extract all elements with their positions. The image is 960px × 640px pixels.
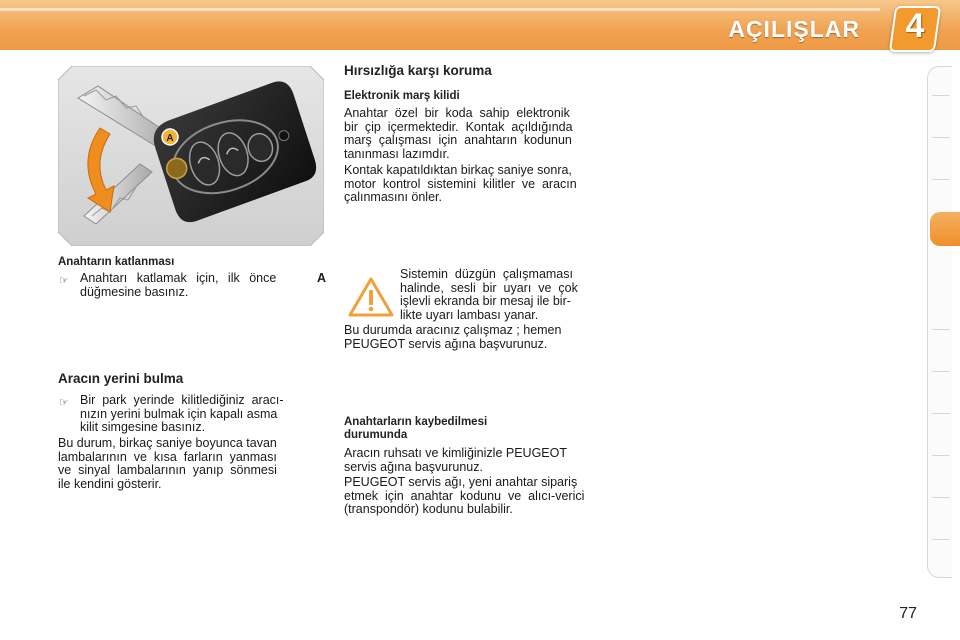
text-line: motor kontrol sistemini kilitler ve aracın — [344, 176, 577, 191]
folding-button-ref: A — [316, 271, 326, 285]
bullet-arrow-icon: ☞ — [59, 275, 69, 287]
warning-action-text — [344, 324, 616, 351]
text-line: Bu durum, birkaç saniye boyunca tavan — [58, 436, 277, 450]
text-line: (transpondör) kodunu bulabilir. — [344, 502, 513, 516]
text-line: ile kendini gösterir. — [58, 476, 162, 491]
tab-divider — [932, 413, 950, 414]
text-line: halinde, sesli bir uyarı ve çok — [400, 280, 578, 295]
folding-key-remote-icon — [58, 66, 324, 246]
text-line: marş çalışması için anahtarın kodunun — [344, 133, 572, 147]
heading-locate-vehicle: Aracın yerini bulma — [58, 371, 184, 386]
text-line: nızın yerini bulmak için kapalı asma — [80, 406, 278, 421]
tab-divider — [932, 371, 950, 372]
text-line: Bir park yerinde kilitlediğiniz aracı- — [80, 393, 284, 407]
warning-text — [400, 268, 616, 322]
tab-divider — [932, 497, 950, 498]
text-line: likte uyarı lambası yanar. — [400, 307, 539, 322]
tab-divider — [932, 329, 950, 330]
text-line: servis ağına başvurunuz. — [344, 459, 483, 474]
text-line: Bu durumda aracınız çalışmaz ; hemen — [344, 323, 562, 337]
immobiliser-paragraph-2 — [344, 164, 616, 205]
text-line: tanınması lazımdır. — [344, 146, 450, 161]
text-line: Anahtar özel bir koda sahip elektronik — [344, 106, 570, 120]
text-line: Anahtarların kaybedilmesi — [344, 416, 488, 428]
text-line: ve sinyal lambalarının yanıp sönmesi — [58, 463, 277, 477]
heading-theft-protection: Hırsızlığa karşı koruma — [344, 63, 492, 78]
text-line: bir çip içermektedir. Kontak açıldığında — [344, 119, 573, 134]
heading-lost-keys — [344, 416, 487, 442]
subheading-immobiliser: Elektronik marş kilidi — [344, 90, 460, 102]
folding-text-2: düğmesine basınız. — [80, 284, 189, 299]
tab-divider — [932, 179, 950, 180]
text-line: PEUGEOT servis ağı, yeni anahtar sipariş — [344, 475, 578, 489]
immobiliser-paragraph-1 — [344, 107, 616, 161]
text-line: durumunda — [344, 429, 408, 441]
text-line: Sistemin düzgün çalışmaması — [400, 267, 573, 281]
text-line: lambalarının ve kısa farların yanması — [58, 449, 277, 464]
text-line: işlevli ekranda bir mesaj ile bir- — [400, 294, 571, 308]
tab-divider — [932, 539, 950, 540]
text-line: Kontak kapatıldıktan birkaç saniye sonra, — [344, 163, 572, 177]
text-line: etmek için anahtar kodunu ve alıcı-verici — [344, 488, 585, 503]
lost-keys-paragraph-2 — [344, 476, 616, 517]
lost-keys-paragraph-1 — [344, 447, 616, 474]
folding-instruction — [80, 272, 326, 299]
tab-divider — [932, 455, 950, 456]
active-chapter-tab — [930, 212, 960, 246]
text-line: kilit simgesine basınız. — [80, 420, 206, 434]
chapter-side-tabs — [927, 66, 952, 578]
tab-divider — [932, 137, 950, 138]
bullet-arrow-icon: ☞ — [59, 397, 69, 409]
button-a-label: A — [166, 133, 174, 144]
text-line: çalınmasını önler. — [344, 190, 442, 204]
locate-instruction — [80, 394, 326, 435]
locate-description — [58, 437, 326, 491]
folding-text: Anahtarı katlamak için, ilk önce — [80, 271, 277, 285]
page-number: 77 — [899, 605, 917, 622]
text-line: Aracın ruhsatı ve kimliğinizle PEUGEOT — [344, 446, 567, 460]
text-line: PEUGEOT servis ağına başvurunuz. — [344, 336, 548, 351]
chapter-number: 4 — [905, 7, 925, 45]
warning-triangle-icon — [348, 276, 394, 318]
chapter-title: AÇILIŞLAR — [728, 16, 860, 42]
heading-key-folding: Anahtarın katlanması — [58, 256, 175, 268]
tab-divider — [932, 95, 950, 96]
